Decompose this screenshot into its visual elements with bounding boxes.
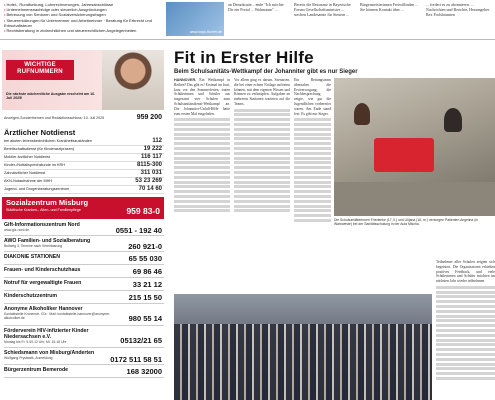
sozialzentrum-subtitle: Städtische Kranken-, Alten- und Familienpflege (6, 208, 81, 212)
sozialzentrum-number: 959 83-0 (126, 206, 160, 216)
important-numbers-column (0, 44, 166, 400)
article-headline: Fit in Erster Hilfe (174, 48, 314, 67)
top-service-list (4, 2, 164, 33)
contact-entry: Frauen- und Kinderschutzhaus 69 86 46 (4, 267, 162, 276)
notdienst-row: Bereitschaftsdienst (für Kinderarztpraxen) 19 222 (4, 146, 162, 152)
top-list-item: • Hotel-, Rundfunkung, Lohnrechnerungen, Jahresabschlüsse (4, 2, 164, 7)
contact-entry: Anonyme Alkoholiker Hannover Kontaktstelle Kronenstr. 47a · Mail: kontaktstelle-hannover@anonyme-alkoholiker.de 980 55 14 (4, 306, 164, 326)
editorial-deadline-row (4, 116, 164, 125)
article-text: Vor allem ging es darum, Szenarien, die bei einer echten Notlage auftreten können, mit dem eigenen Wissen und Können zu verknüpfen. Aufgaben an mehreren Stationen warteten auf die Teams. (234, 78, 290, 106)
top-column-4: ... fordert es zu abonnieren. ... Nachrichten und Berichte, Herausgeber Rex Frolsbrunnen (426, 2, 490, 17)
sozialzentrum-title: Sozialzentrum Misburg (6, 198, 89, 207)
notdienst-row: Jugend- und Drogenberatungszentrum 70 14 60 (4, 186, 162, 192)
contact-entry: Bürgerzentrum Bemerode 168 32000 (4, 367, 162, 376)
deadline-label: Anzeigen-Sonderthemen und Redaktionsschluss: 10. Juli 2025 (4, 116, 105, 120)
article (170, 44, 495, 400)
article-column-1 (174, 78, 230, 214)
contact-entry: AWO Familien- und Sozialberatung Bultweg 3, Termine nach Vereinbarung 260 921-0 (4, 238, 162, 251)
article-text: Ein Rettungsteam übernahm die Erstversorgung; die Nachbesprechung zeigte, wie gut die Jugendlichen vorbereitet waren. Am Ende stand fest: Es gibt nur Sieger. (294, 78, 331, 116)
contact-entry: Schiedsmann von Misburg/Anderten Wolfgang Prystawik, Anmeldung 0172 511 58 51 (4, 350, 162, 364)
notdienst-row: AKN-Notaufnahme der MHH 53 23 269 (4, 178, 162, 184)
next-issue-note: Die nächste wöchentliche Ausgabe erscheint am 16. Juli 2025! (6, 92, 96, 101)
article-subhead: Beim Schulsanitäts-Wettkampf der Johanniter gibt es nur Sieger (174, 69, 358, 75)
article-column-right (436, 260, 495, 382)
person-figure (444, 108, 462, 132)
notdienst-row: bei akuten lebensbedrohlichen Krankheitszuständen 112 (4, 138, 162, 144)
top-ad-image (166, 2, 224, 36)
article-column-3 (294, 78, 331, 224)
top-list-item: • Betreuung von Senioren und Sozialversicherungsfragen (4, 12, 164, 17)
article-text: Teilnehmer aller Schulen zeigten sich begeistert. Die Organisatoren erhielten positives Feedback, und viele Schülerinnen und Schüler möchten im nächsten Jahr wieder teilnehmen. (436, 260, 495, 284)
floor (334, 182, 495, 216)
top-column-2: Bereits die Resonanz in Bayerische Forum Gesellschaftsminister ... stechen Landesamte für Steuern ... (294, 2, 351, 17)
person-figure (354, 103, 370, 125)
top-list-item: • Unternehmensnachfolge oder steuerlich Ausgründungen (4, 7, 164, 12)
contact-entry: DIAKONIE STATIONEN 65 55 030 (4, 254, 162, 263)
top-list-item: • Rechtsberatung in zivilrechtlichen und steuerrechtlichen Angelegenheiten (4, 28, 164, 33)
top-ad-text: www.kopp-fischer.de (189, 30, 222, 34)
contact-entry: Gift-Informationszentrum Nord www.giz-nord.de 0551 - 192 40 (4, 222, 162, 235)
contact-entry: Notruf für vergewaltigte Frauen 33 21 12 (4, 280, 162, 289)
notdienst-row: Mobiler ärztlicher Notdienst 116 117 (4, 154, 162, 160)
notdienst-row: Kinder-/Notfallsprechstunde im KRH 8115-300 (4, 162, 162, 168)
sozialzentrum-box (2, 197, 164, 219)
article-photo-group (174, 294, 432, 400)
first-aid-bag (374, 138, 434, 172)
important-numbers-banner (2, 50, 164, 110)
photo-caption: Die Schulsanitäterinnen Friederike (17, li.) und Lilijana (16, re.) versorgen Patienten Angelina (in Warnweste) bei der Sanitätsschulung in der Aula Mischa. (334, 218, 478, 227)
top-column-1: an Demokratie... ende "Ich möchte Dir ein Portal ... Wohnraum" ... (228, 2, 284, 12)
contact-entry: Förderverein HIV-infizierter Kinder Niedersachsen e.V. Montag bis Fr. 9.00-12 Uhr, Mi. 15-18 Uhr 05132/21 65 (4, 328, 164, 348)
banner-photo (102, 50, 164, 110)
top-column-3: Bürgermeisterinnen Freiwillinden ... Sie können Kontakt über ... (360, 2, 419, 12)
article-photo-sanitaeter (334, 78, 495, 216)
article-column-2 (234, 78, 290, 214)
article-text: Ein Wettkampf in Reihen? Das gibt es! Erstmal im Juni, kurz vor den Sommerferien, traten Schülerinnen und Schüler aus insgesamt vier Schulen zum Schulsanitätsdienst-Wettkampf an. Die Johanniter-Unfall-Hilfe hatte zum ersten Mal eingeladen. (174, 78, 230, 116)
top-strip (0, 0, 495, 40)
contact-entry: Kinderschutzzentrum 215 15 50 (4, 293, 162, 302)
notdienst-row: Zahnärztlicher Notdienst 311 031 (4, 170, 162, 176)
deadline-number: 959 200 (136, 114, 162, 121)
group-of-students (174, 324, 432, 400)
notdienst-title: Ärztlicher Notdienst (4, 128, 76, 137)
article-dateline: HANNOVER. (174, 78, 197, 82)
top-list-item: • Steuererklärungen für Unternehmer und Arbeitnehmer · Beratung für Erbrecht und Erbschaftsteuer (4, 18, 164, 28)
banner-title: WICHTIGE RUFNUMMERN (6, 60, 74, 80)
